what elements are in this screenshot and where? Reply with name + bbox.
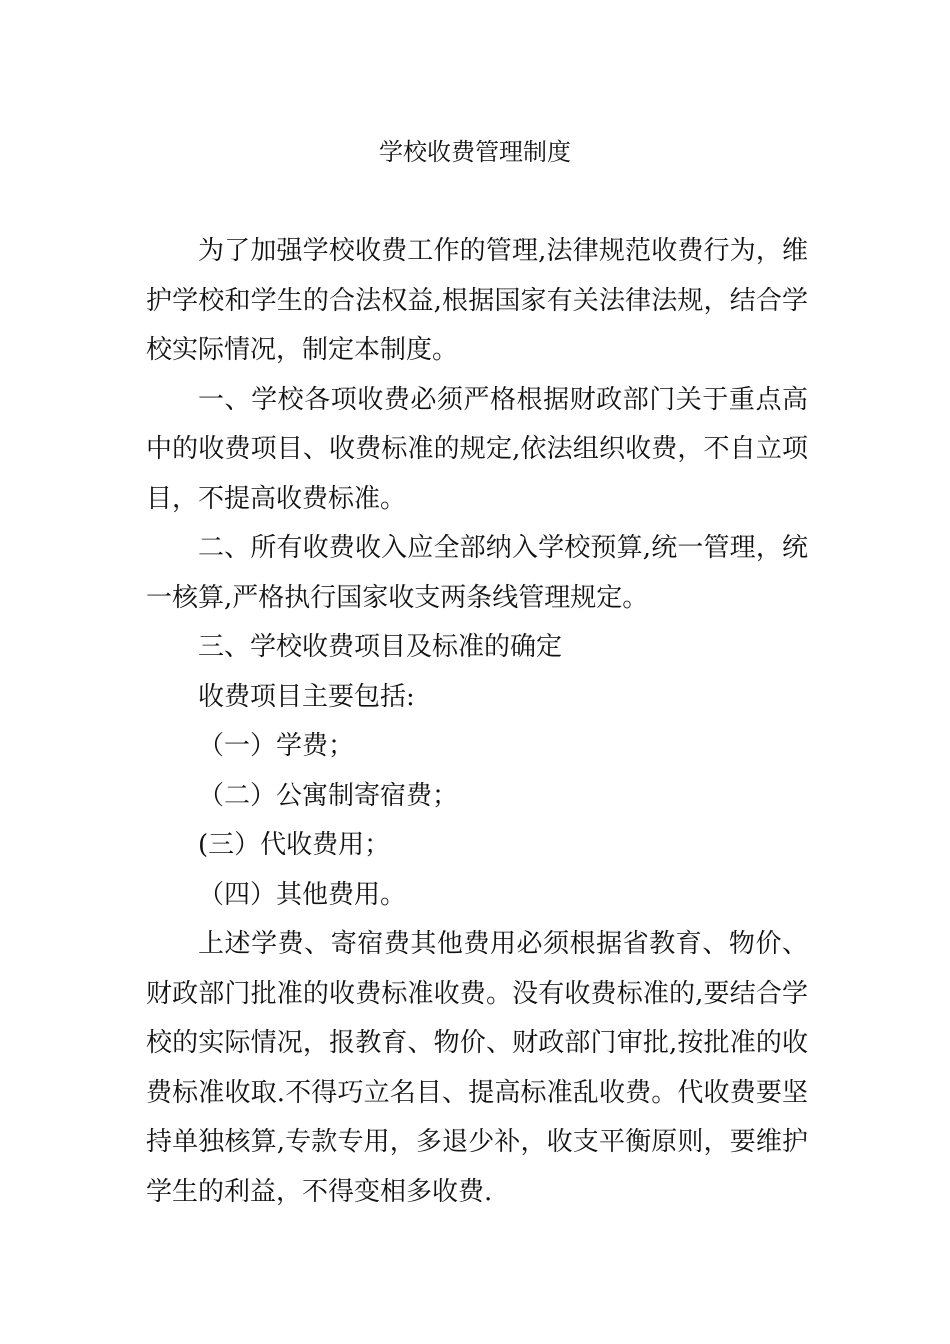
- document-title: 学校收费管理制度: [379, 138, 571, 166]
- section-2-paragraph: 二、所有收费收入应全部纳入学校预算,统一管理，统一核算,严格执行国家收支两条线管理规定。: [146, 533, 808, 613]
- fee-items-intro: 收费项目主要包括:: [198, 681, 415, 712]
- fee-item-boarding: （二）公寓制寄宿费；: [198, 780, 459, 811]
- fee-standards-paragraph: 上述学费、寄宿费其他费用必须根据省教育、物价、财政部门批准的收费标准收费。没有收费标准的,要结合学校的实际情况，报教育、物价、财政部门审批,按批准的收费标准收取.不得巧立名目、提高标准乱收费。代收费要坚持单独核算,专款专用，多退少补，收支平衡原则，要维护学生的利益，不得变相多收费.: [146, 929, 808, 1207]
- fee-item-tuition: （一）学费；: [198, 731, 355, 761]
- fee-item-other: （四）其他费用。: [198, 879, 407, 910]
- section-3-heading: 三、学校收费项目及标准的确定: [198, 632, 563, 662]
- section-1-paragraph: 一、学校各项收费必须严格根据财政部门关于重点高中的收费项目、收费标准的规定,依法组织收费，不自立项目，不提高收费标准。: [146, 384, 808, 514]
- fee-item-collected: (三）代收费用；: [198, 830, 391, 860]
- intro-paragraph: 为了加强学校收费工作的管理,法律规范收费行为，维护学校和学生的合法权益,根据国家有关法律法规，结合学校实际情况，制定本制度。: [146, 236, 808, 365]
- document-body: [146, 227, 808, 1217]
